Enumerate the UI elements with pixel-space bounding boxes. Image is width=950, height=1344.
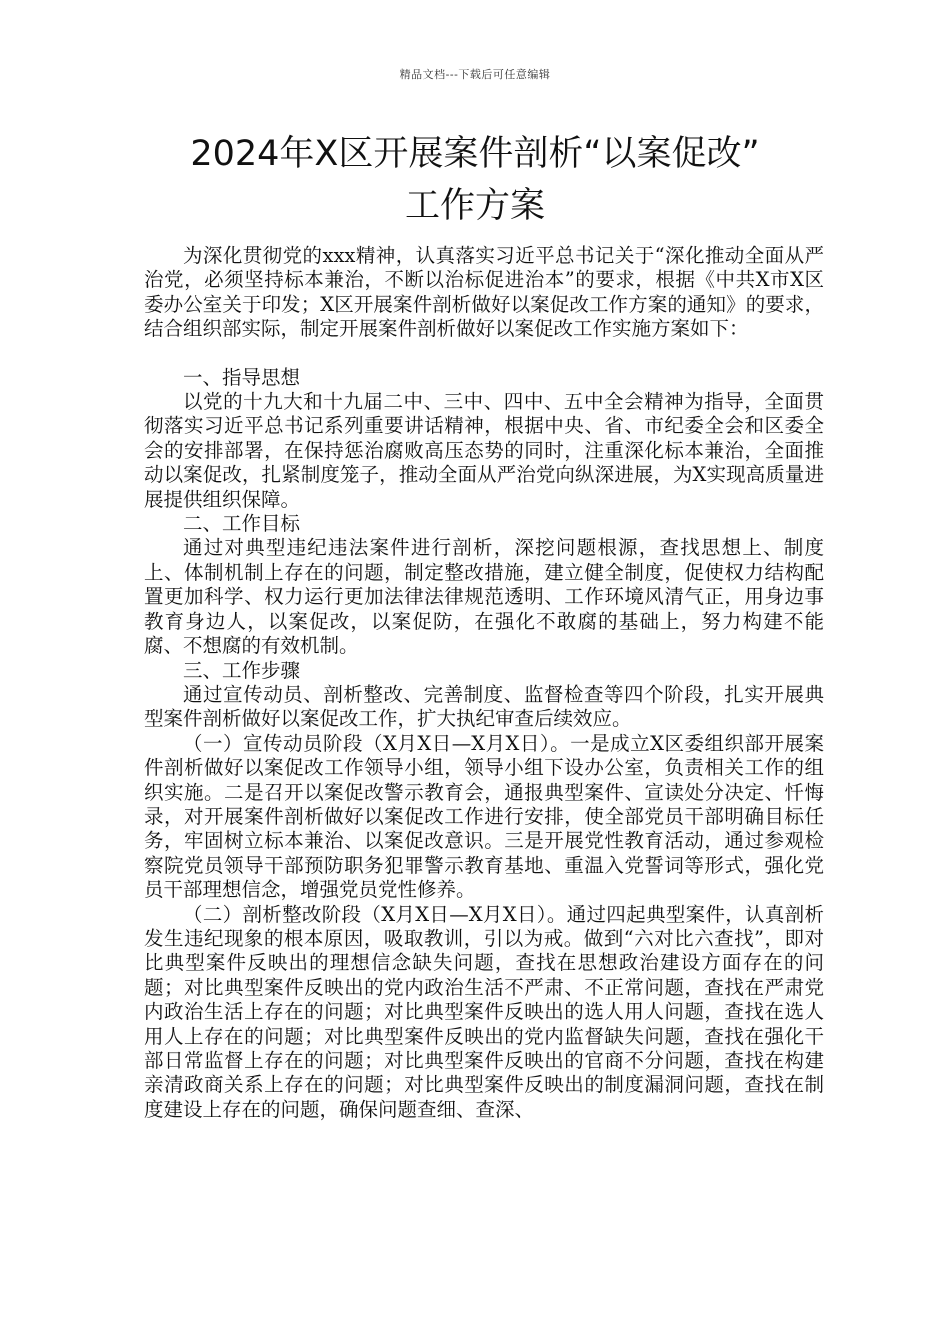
document-title [90,128,860,232]
section-heading-work-goals: 二、工作目标 [183,512,301,536]
intro-paragraph: 为深化贯彻党的xxx精神，认真落实习近平总书记关于“深化推动全面从严治党，必须坚持标本兼治，不断以治标促进治本”的要求，根据《中共X市X区委办公室关于印发；X区开展案件剖析做好以案促改工作方案的通知》的要求，结合组织部实际，制定开展案件剖析做好以案促改工作实施方案如下： [144,244,824,341]
section-heading-guiding-ideology: 一、指导思想 [183,365,301,389]
section-text-work-goals: 通过对典型违纪违法案件进行剖析，深挖问题根源，查找思想上、制度上、体制机制上存在的问题，制定整改措施，建立健全制度，促使权力结构配置更加科学、权力运行更加法律法律规范透明、工作环境风清气正，用身边事教育身边人，以案促改，以案促防，在强化不敢腐的基础上，努力构建不能腐、不想腐的有效机制。 [144,536,824,658]
title-line-2: 工作方案 [404,186,545,226]
title-line-1: 2024年X区开展案件剖析“以案促改” [190,134,760,174]
document-body [144,244,824,1122]
section-text-guiding-ideology: 以党的十九大和十九届二中、三中、四中、五中全会精神为指导，全面贯彻落实习近平总书记系列重要讲话精神，根据中央、省、市纪委全会和区委全会的安排部署，在保持惩治腐败高压态势的同时，注重深化标本兼治，全面推动以案促改，扎紧制度笼子，推动全面从严治党向纵深进展，为X实现高质量进展提供组织保障。 [144,390,824,511]
section-heading-work-steps: 三、工作步骤 [183,658,301,682]
section-text-work-steps: 通过宣传动员、剖析整改、完善制度、监督检查等四个阶段，扎实开展典型案件剖析做好以案促改工作，扩大执纪审查后续效应。 [144,682,824,731]
header-note: 精品文档---下载后可任意编辑 [399,68,551,81]
stage-two-paragraph: （二）剖析整改阶段（X月X日—X月X日）。通过四起典型案件，认真剖析发生违纪现象的根本原因，吸取教训，引以为戒。做到“六对比六查找”，即对比典型案件反映出的理想信念缺失问题，查找在思想政治建设方面存在的问题；对比典型案件反映出的党内政治生活不严肃、不正常问题，查找在严肃党内政治生活上存在的问题；对比典型案件反映出的选人用人问题，查找在选人用人上存在的问题；对比典型案件反映出的党内监督缺失问题，查找在强化干部日常监督上存在的问题；对比典型案件反映出的官商不分问题，查找在构建亲清政商关系上存在的问题；对比典型案件反映出的制度漏洞问题，查找在制度建设上存在的问题，确保问题查细、查深、 [144,902,824,1121]
stage-one-paragraph: （一）宣传动员阶段（X月X日—X月X日）。一是成立X区委组织部开展案件剖析做好以案促改工作领导小组，领导小组下设办公室，负责相关工作的组织实施。二是召开以案促改警示教育会，通报典型案件、宣读处分决定、忏悔录，对开展案件剖析做好以案促改工作进行安排，使全部党员干部明确目标任务，牢固树立标本兼治、以案促改意识。三是开展党性教育活动，通过参观检察院党员领导干部预防职务犯罪警示教育基地、重温入党誓词等形式，强化党员干部理想信念，增强党员党性修养。 [144,731,824,902]
